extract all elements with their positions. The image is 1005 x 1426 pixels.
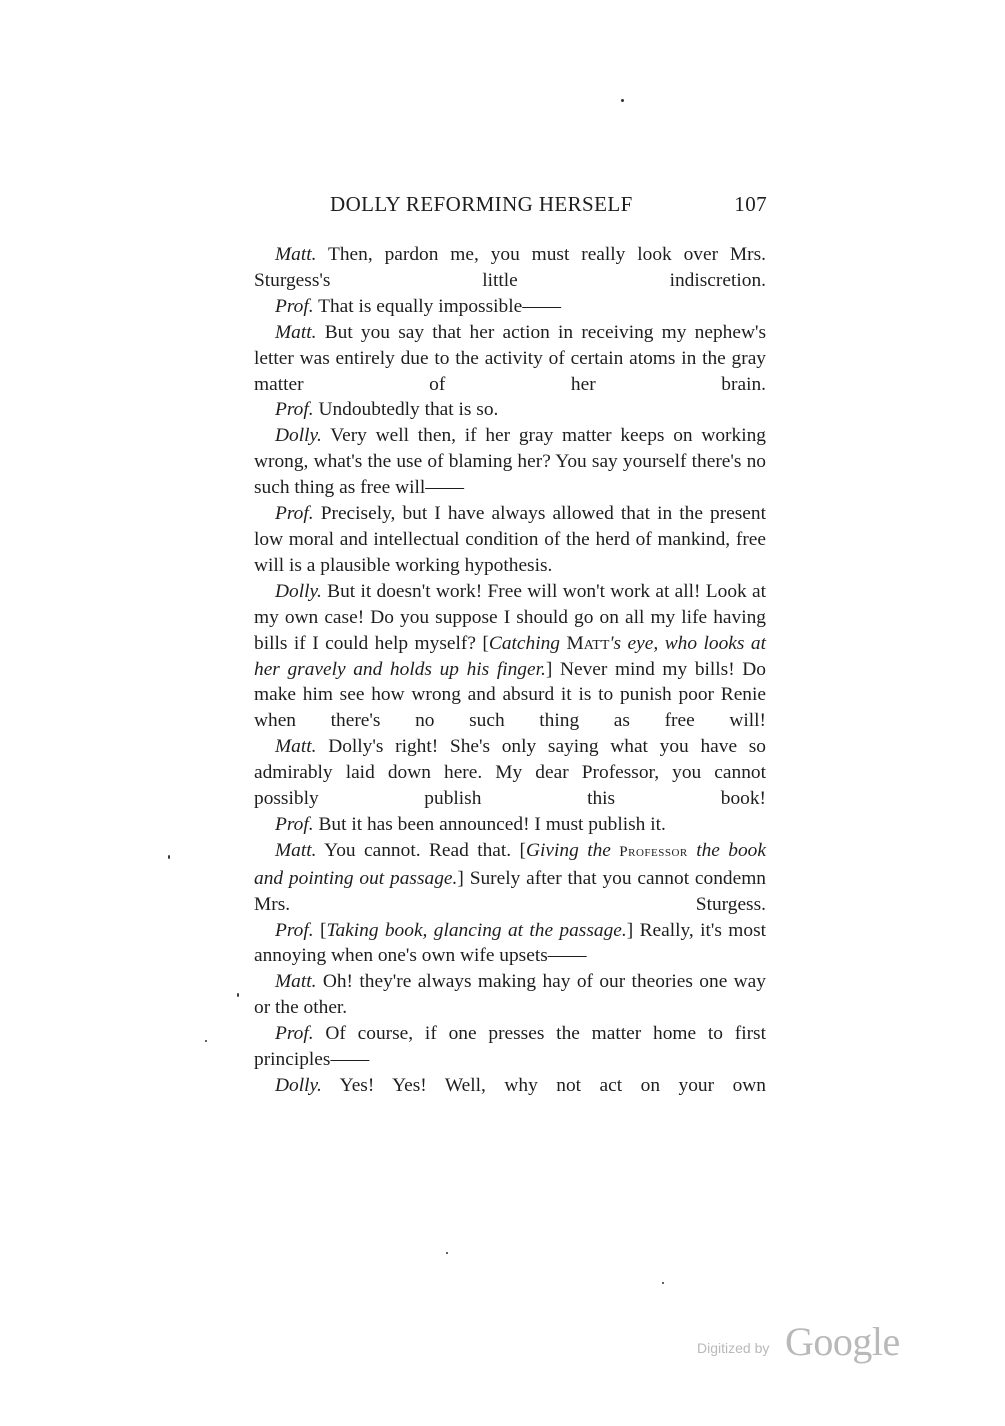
paragraph-6	[254, 501, 766, 579]
dialogue-text: That is equally impossible——	[318, 295, 562, 317]
stage-direction: Taking book, glancing at the passage.	[326, 919, 627, 941]
stage-direction: the book and pointing out passage.	[254, 839, 766, 889]
dialogue-text: But you say that her action in receiving my nephew's letter was entirely due to the activity of certain atoms in the gray matter of her brain.	[254, 321, 766, 395]
speaker-name: Prof.	[275, 919, 314, 941]
paragraph-10	[254, 838, 766, 918]
stage-bracket-close: ]	[545, 658, 553, 680]
stage-bracket-open: [	[482, 632, 489, 654]
page-number: 107	[734, 192, 767, 216]
speaker-name: Matt.	[275, 321, 317, 343]
speaker-name: Matt.	[275, 971, 317, 993]
paragraph-4	[254, 397, 766, 423]
dialogue-text: But it has been announced! I must publish it.	[318, 813, 666, 835]
paragraph-11	[254, 918, 766, 970]
speaker-name: Prof.	[275, 295, 314, 317]
watermark-prefix: Digitized by	[697, 1340, 770, 1356]
scan-speck	[662, 1282, 664, 1284]
paragraph-3	[254, 320, 766, 398]
paragraph-8	[254, 734, 766, 812]
stage-bracket-close: ]	[626, 919, 634, 941]
dialogue-text: Undoubtedly that is so.	[318, 399, 499, 421]
paragraph-14	[254, 1073, 766, 1099]
dialogue-text: Really, it's most annoying when one's own wife upsets——	[254, 919, 766, 967]
dialogue-text: Yes! Yes! Well, why not act on your own	[339, 1075, 766, 1096]
scan-speck	[168, 855, 170, 859]
stage-direction: 's eye, who looks at her gravely and holds up his finger.	[254, 632, 766, 680]
speaker-name: Prof.	[275, 813, 314, 835]
stage-character-name: Matt	[566, 632, 610, 654]
scan-speck	[446, 1252, 448, 1254]
speaker-name: Dolly.	[275, 580, 322, 602]
speaker-name: Prof.	[275, 1023, 314, 1045]
paragraph-2	[254, 294, 766, 320]
paragraph-12	[254, 969, 766, 1021]
dialogue-text: Precisely, but I have always allowed that in the present low moral and intellectual condition of the herd of mankind, free will is a plausible working hypothesis.	[254, 503, 766, 576]
scan-speck	[237, 993, 239, 997]
paragraph-9	[254, 812, 766, 838]
dialogue-text: You cannot. Read that.	[324, 839, 512, 861]
stage-direction: Giving the	[526, 839, 611, 861]
stage-bracket-open: [	[519, 839, 527, 861]
stage-direction: Catching	[488, 632, 560, 654]
stage-bracket-open: [	[319, 919, 327, 941]
speaker-name: Matt.	[275, 244, 317, 265]
running-head	[330, 192, 770, 222]
paragraph-13	[254, 1021, 766, 1073]
paragraph-5	[254, 423, 766, 501]
running-title: DOLLY REFORMING HERSELF	[330, 192, 633, 216]
text-body	[254, 242, 766, 1099]
scan-speck	[621, 99, 624, 102]
speaker-name: Matt.	[275, 736, 317, 758]
paragraph-1	[254, 242, 766, 294]
dialogue-text: Oh! they're always making hay of our theories one way or the other.	[254, 971, 766, 1019]
speaker-name: Dolly.	[275, 425, 322, 447]
dialogue-text: Surely after that you cannot condemn Mrs. Sturgess.	[254, 867, 766, 915]
speaker-name: Prof.	[275, 399, 314, 421]
stage-character-name: Professor	[619, 843, 688, 860]
dialogue-text: But it doesn't work! Free will won't work at all! Look at my own case! Do you suppose I should go on all my life having bills if I could help myself?	[254, 580, 766, 654]
speaker-name: Matt.	[275, 839, 317, 861]
scan-speck	[205, 1040, 207, 1042]
dialogue-text: Of course, if one presses the matter home to first principles——	[254, 1023, 766, 1071]
google-logo: Google	[785, 1319, 900, 1364]
speaker-name: Prof.	[275, 503, 314, 525]
speaker-name: Dolly.	[275, 1075, 322, 1096]
paragraph-7	[254, 579, 766, 734]
dialogue-text: Very well then, if her gray matter keeps on working wrong, what's the use of blaming her? You say yourself there's no such thing as free will——	[254, 425, 766, 499]
stage-bracket-close: ]	[457, 867, 464, 889]
dialogue-text: Never mind my bills! Do make him see how wrong and absurd it is to punish poor Renie when there's no such thing as free will!	[254, 658, 766, 732]
dialogue-text: Dolly's right! She's only saying what you have so admirably laid down here. My dear Professor, you cannot possibly publish this book!	[254, 736, 766, 810]
dialogue-text: Then, pardon me, you must really look over Mrs. Sturgess's little indiscretion.	[254, 244, 767, 291]
digitized-watermark	[697, 1318, 917, 1368]
